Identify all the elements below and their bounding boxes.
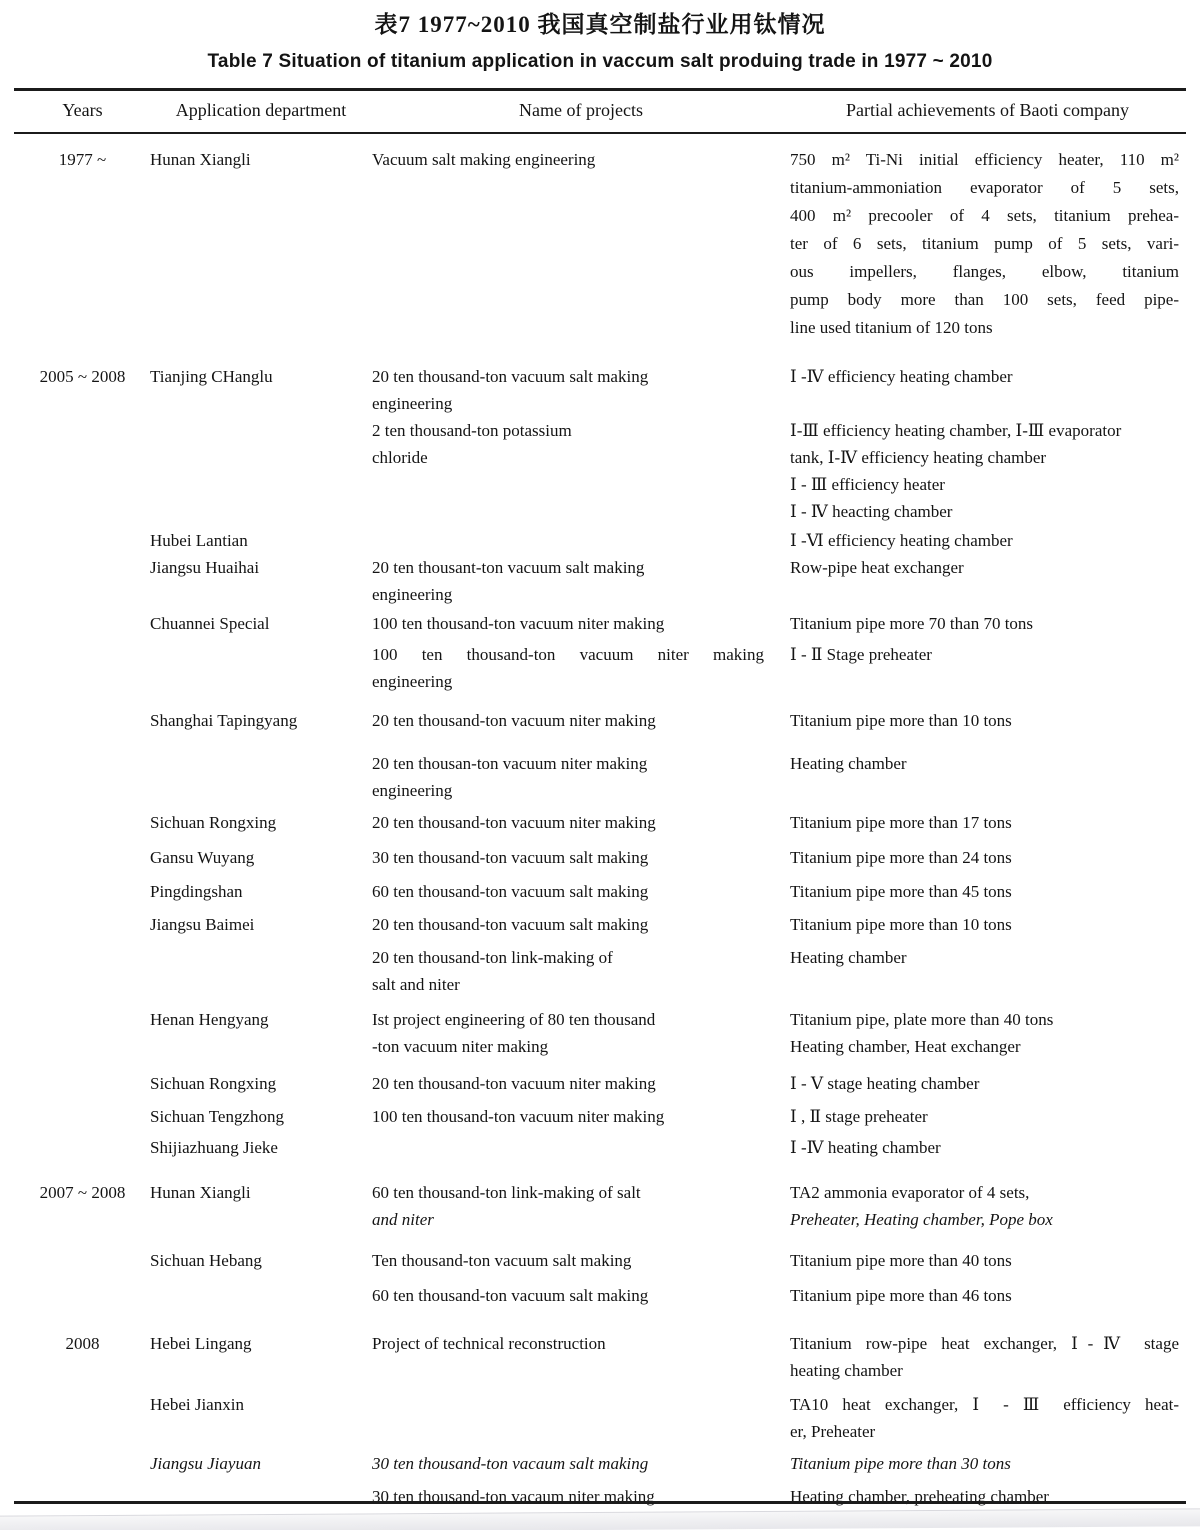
achievement-line: Heating chamber, Heat exchanger — [790, 1037, 1021, 1056]
page-edge-shadow — [0, 1508, 1200, 1530]
department-name: Sichuan Tengzhong — [150, 1107, 284, 1126]
table-row — [0, 1450, 1200, 1477]
table-title-english: Table 7 Situation of titanium application in vaccum salt produing trade in 1977 ~ 2010 — [207, 51, 993, 72]
department-name: Hunan Xiangli — [150, 1183, 251, 1202]
achievement-line: Titanium pipe more 70 than 70 tons — [790, 614, 1034, 633]
table-row — [0, 707, 1200, 734]
project-line: 20 ten thousant-ton vacuum salt making — [372, 558, 645, 577]
project-line: 60 ten thousand-ton vacuum salt making — [372, 1286, 649, 1305]
department-name: Pingdingshan — [150, 882, 243, 901]
project-line: chloride — [372, 448, 428, 467]
project-line: Project of technical reconstruction — [372, 1334, 606, 1353]
project-line: 100 ten thousand-ton vacuum niter making — [372, 645, 764, 664]
achievement-line: Titanium pipe, plate more than 40 tons — [790, 1010, 1054, 1029]
achievement-line: Ⅰ - Ⅳ heacting chamber — [790, 502, 953, 521]
achievement-line: Titanium pipe more than 40 tons — [790, 1251, 1012, 1270]
table-header-row — [0, 91, 1200, 132]
table-bottom-rule — [14, 1501, 1186, 1504]
achievement-line: Ⅰ - Ⅱ Stage preheater — [790, 645, 932, 664]
project-line: 20 ten thousand-ton vacuum niter making — [372, 813, 656, 832]
achievement-line: Titanium pipe more than 10 tons — [790, 711, 1012, 730]
achievement-line: titanium-ammoniation evaporator of 5 sets, — [790, 178, 1179, 197]
project-line: salt and niter — [372, 975, 460, 994]
years-value: 2005 ~ 2008 — [39, 367, 126, 386]
project-line: 60 ten thousand-ton vacuum salt making — [372, 882, 649, 901]
department-name: Hunan Xiangli — [150, 150, 251, 169]
achievement-line: Titanium pipe more than 24 tons — [790, 848, 1012, 867]
achievement-line: Ⅰ , Ⅱ stage preheater — [790, 1107, 928, 1126]
table-row — [0, 554, 1200, 608]
achievement-line: tank, Ⅰ-Ⅳ efficiency heating chamber — [790, 448, 1047, 467]
achievement-line: 400 m² precooler of 4 sets, titanium prehea- — [790, 206, 1179, 225]
project-line: engineering — [372, 394, 453, 413]
table-row — [0, 417, 1200, 525]
achievement-line: Ⅰ - Ⅲ efficiency heater — [790, 475, 945, 494]
achievement-line: Ⅰ -Ⅳ efficiency heating chamber — [790, 367, 1013, 386]
table-body — [0, 146, 1200, 1510]
project-line: 20 ten thousand-ton vacuum salt making — [372, 915, 649, 934]
table-header-rule — [14, 132, 1186, 134]
achievement-line: TA2 ammonia evaporator of 4 sets, — [790, 1183, 1030, 1202]
table-title-chinese: 表7 1977~2010 我国真空制盐行业用钛情况 — [374, 12, 826, 37]
achievement-line: ter of 6 sets, titanium pump of 5 sets, vari- — [790, 234, 1179, 253]
table-row — [0, 1282, 1200, 1309]
project-line: 2 ten thousand-ton potassium — [372, 421, 572, 440]
achievement-line: Heating chamber — [790, 754, 907, 773]
achievement-line: 750 m² Ti-Ni initial efficiency heater, 110 m² — [790, 150, 1179, 169]
project-line: Vacuum salt making engineering — [372, 150, 596, 169]
department-name: Hebei Jianxin — [150, 1395, 244, 1414]
achievement-line: Titanium pipe more than 17 tons — [790, 813, 1012, 832]
achievement-line: Heating chamber, preheating chamber — [790, 1487, 1049, 1506]
project-line: Ist project engineering of 80 ten thousand — [372, 1010, 656, 1029]
project-line: 20 ten thousand-ton link-making of — [372, 948, 613, 967]
table-row — [0, 1179, 1200, 1233]
achievement-line: Titanium pipe more than 46 tons — [790, 1286, 1012, 1305]
achievement-line: pump body more than 100 sets, feed pipe- — [790, 290, 1179, 309]
table-row — [0, 1070, 1200, 1097]
table-row — [0, 527, 1200, 554]
table-row — [0, 844, 1200, 871]
department-name: Henan Hengyang — [150, 1010, 269, 1029]
table-row — [0, 1330, 1200, 1384]
header-name-of-projects: Name of projects — [519, 100, 643, 120]
department-name: Sichuan Rongxing — [150, 813, 277, 832]
achievement-line: Titanium pipe more than 45 tons — [790, 882, 1012, 901]
table-row — [0, 809, 1200, 836]
achievement-line: er, Preheater — [790, 1422, 876, 1441]
achievement-line: Ⅰ -Ⅳ heating chamber — [790, 1138, 941, 1157]
table-row — [0, 1134, 1200, 1161]
table-row — [0, 610, 1200, 637]
table-row — [0, 1103, 1200, 1130]
table-row — [0, 1247, 1200, 1274]
department-name: Hebei Lingang — [150, 1334, 252, 1353]
achievement-line: Row-pipe heat exchanger — [790, 558, 964, 577]
table-row — [0, 146, 1200, 342]
department-name: Jiangsu Baimei — [150, 915, 255, 934]
table-row — [0, 641, 1200, 695]
achievement-line: Ⅰ-Ⅲ efficiency heating chamber, Ⅰ-Ⅲ evaporator — [790, 421, 1122, 440]
achievement-line: Ⅰ - Ⅴ stage heating chamber — [790, 1074, 980, 1093]
project-line: 30 ten thousand-ton vacaum salt making — [372, 1454, 649, 1473]
achievement-line: TA10 heat exchanger, Ⅰ - Ⅲ efficiency heat- — [790, 1395, 1179, 1414]
department-name: Jiangsu Huaihai — [150, 558, 260, 577]
project-line: 100 ten thousand-ton vacuum niter making — [372, 614, 665, 633]
department-name: Chuannei Special — [150, 614, 270, 633]
header-partial-achievements: Partial achievements of Baoti company — [846, 100, 1129, 120]
years-value: 1977 ~ — [58, 150, 107, 169]
project-line: 20 ten thousand-ton vacuum salt making — [372, 367, 649, 386]
achievement-line: ous impellers, flanges, elbow, titanium — [790, 262, 1179, 281]
years-value: 2008 — [65, 1334, 100, 1353]
department-name: Tianjing CHanglu — [150, 367, 273, 386]
achievement-line: Titanium pipe more than 30 tons — [790, 1454, 1011, 1473]
header-application-department: Application department — [175, 100, 347, 120]
department-name: Sichuan Hebang — [150, 1251, 262, 1270]
project-line: 20 ten thousan-ton vacuum niter making — [372, 754, 648, 773]
department-name: Sichuan Rongxing — [150, 1074, 277, 1093]
project-line: 20 ten thousand-ton vacuum niter making — [372, 711, 656, 730]
project-line: engineering — [372, 672, 453, 691]
project-line: 30 ten thousand-ton vacuum salt making — [372, 848, 649, 867]
table-row — [0, 878, 1200, 905]
department-name: Hubei Lantian — [150, 531, 248, 550]
achievement-line: Titanium row-pipe heat exchanger, Ⅰ-Ⅳ stage — [790, 1334, 1179, 1353]
project-line: 100 ten thousand-ton vacuum niter making — [372, 1107, 665, 1126]
table-row — [0, 1483, 1200, 1510]
achievement-line: Titanium pipe more than 10 tons — [790, 915, 1012, 934]
project-line: Ten thousand-ton vacuum salt making — [372, 1251, 632, 1270]
years-value: 2007 ~ 2008 — [39, 1183, 126, 1202]
table-row — [0, 750, 1200, 804]
department-name: Gansu Wuyang — [150, 848, 255, 867]
project-line: 20 ten thousand-ton vacuum niter making — [372, 1074, 656, 1093]
table-row — [0, 1006, 1200, 1060]
project-line: engineering — [372, 585, 453, 604]
table-row — [0, 911, 1200, 938]
department-name: Shijiazhuang Jieke — [150, 1138, 278, 1157]
project-line: and niter — [372, 1210, 434, 1229]
table-row — [0, 944, 1200, 998]
achievement-line: Heating chamber — [790, 948, 907, 967]
table-row — [0, 363, 1200, 417]
header-years: Years — [62, 100, 103, 120]
department-name: Shanghai Tapingyang — [150, 711, 298, 730]
project-line: 30 ten thousand-ton vacaum niter making — [372, 1487, 655, 1506]
project-line: 60 ten thousand-ton link-making of salt — [372, 1183, 641, 1202]
achievement-line: line used titanium of 120 tons — [790, 318, 993, 337]
table-row — [0, 1391, 1200, 1445]
project-line: engineering — [372, 781, 453, 800]
department-name: Jiangsu Jiayuan — [150, 1454, 261, 1473]
project-line: -ton vacuum niter making — [372, 1037, 549, 1056]
achievement-line: Preheater, Heating chamber, Pope box — [790, 1210, 1053, 1229]
achievement-line: Ⅰ -Ⅵ efficiency heating chamber — [790, 531, 1013, 550]
achievement-line: heating chamber — [790, 1361, 903, 1380]
